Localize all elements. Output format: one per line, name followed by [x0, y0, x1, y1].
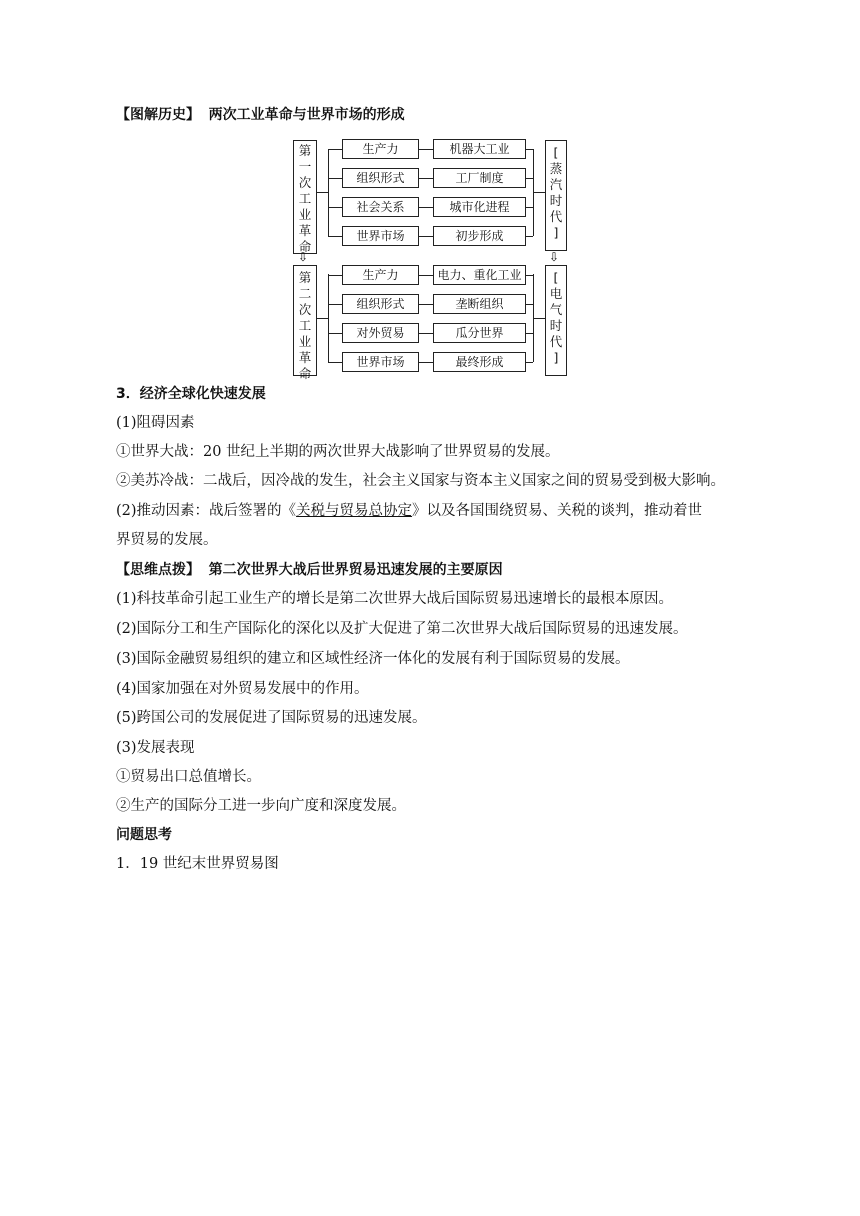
- section-title: 3．经济全球化快速发展: [116, 386, 266, 402]
- reason-item: (2)国际分工和生产国际化的深化以及扩大促进了第二次世界大战后国际贸易的迅速发展。: [116, 621, 688, 637]
- down-arrow-icon: ⇩: [549, 250, 560, 264]
- reason-item: (4)国家加强在对外贸易发展中的作用。: [116, 681, 369, 697]
- vertical-char: 命: [298, 239, 312, 254]
- vertical-char: 二: [298, 286, 312, 301]
- vertical-char: 业: [298, 207, 312, 222]
- thinking-heading-title: 第二次世界大战后世界贸易迅速发展的主要原因: [208, 562, 503, 578]
- connector: [328, 304, 342, 305]
- result-box: 最终形成: [433, 352, 526, 372]
- thinking-heading: [116, 560, 503, 580]
- vertical-char: ]: [553, 350, 559, 365]
- connector: [418, 333, 433, 334]
- aspect-box: 生产力: [342, 265, 419, 285]
- vertical-char: 第: [298, 270, 312, 285]
- result-box: 工厂制度: [433, 168, 526, 188]
- reason-item: (1)科技革命引起工业生产的增长是第二次世界大战后国际贸易迅速增长的最根本原因。: [116, 591, 674, 607]
- aspect-box: 组织形式: [342, 168, 419, 188]
- paragraph: (1)阻碍因素: [116, 415, 195, 431]
- connector: [316, 318, 328, 319]
- electric-era-box: [545, 265, 567, 376]
- aspect-box: 世界市场: [342, 226, 419, 246]
- vertical-char: 代: [549, 334, 563, 349]
- connector: [328, 274, 329, 362]
- vertical-char: 命: [298, 366, 312, 381]
- vertical-char: 电: [549, 286, 563, 301]
- first-revolution-box: [293, 140, 317, 254]
- questions-title: 问题思考: [116, 827, 172, 843]
- aspect-box: 社会关系: [342, 197, 419, 217]
- paragraph: ①贸易出口总值增长。: [116, 769, 261, 785]
- connector: [328, 333, 342, 334]
- aspect-box: 组织形式: [342, 294, 419, 314]
- agreement-name: 关税与贸易总协定: [296, 503, 413, 519]
- diagram-heading-title: 两次工业革命与世界市场的形成: [208, 107, 405, 123]
- connector: [525, 236, 533, 237]
- reason-item: (5)跨国公司的发展促进了国际贸易的迅速发展。: [116, 710, 427, 726]
- connector: [316, 192, 328, 193]
- vertical-char: 业: [298, 334, 312, 349]
- result-box: 瓜分世界: [433, 323, 526, 343]
- vertical-char: [: [553, 270, 559, 285]
- aspect-box: 对外贸易: [342, 323, 419, 343]
- connector: [533, 192, 545, 193]
- connector: [418, 362, 433, 363]
- paragraph: 界贸易的发展。: [116, 532, 218, 548]
- connector: [418, 178, 433, 179]
- connector: [525, 149, 533, 150]
- down-arrow-icon: ⇩: [298, 250, 309, 264]
- connector: [525, 275, 533, 276]
- text-segment: (2)推动因素：战后签署的《: [116, 503, 297, 519]
- paragraph: (3)发展表现: [116, 740, 195, 756]
- vertical-char: 一: [298, 159, 312, 174]
- vertical-char: 工: [298, 191, 312, 206]
- result-box: 垄断组织: [433, 294, 526, 314]
- connector: [418, 207, 433, 208]
- vertical-char: 时: [549, 318, 563, 333]
- aspect-box: 世界市场: [342, 352, 419, 372]
- vertical-char: 次: [298, 302, 312, 317]
- connector: [328, 149, 342, 150]
- paragraph: ②美苏冷战：二战后，因冷战的发生，社会主义国家与资本主义国家之间的贸易受到极大影响。: [116, 473, 725, 489]
- connector: [328, 149, 329, 236]
- vertical-char: 蒸: [549, 161, 563, 176]
- connector: [328, 362, 342, 363]
- vertical-char: [: [553, 145, 559, 160]
- connector: [328, 178, 342, 179]
- connector: [328, 275, 342, 276]
- connector: [525, 304, 533, 305]
- thinking-heading-tag: 【思维点拨】: [116, 562, 200, 578]
- vertical-char: 汽: [549, 177, 563, 192]
- vertical-char: 次: [298, 175, 312, 190]
- vertical-char: 革: [298, 350, 312, 365]
- connector: [525, 362, 533, 363]
- vertical-char: 工: [298, 318, 312, 333]
- result-box: 电力、重化工业: [433, 265, 526, 285]
- result-box: 初步形成: [433, 226, 526, 246]
- paragraph: ①世界大战：20 世纪上半期的两次世界大战影响了世界贸易的发展。: [116, 444, 560, 460]
- diagram-heading: [116, 105, 405, 125]
- vertical-char: ]: [553, 225, 559, 240]
- connector: [533, 318, 545, 319]
- vertical-char: 代: [549, 209, 563, 224]
- paragraph: [116, 501, 702, 521]
- reason-item: (3)国际金融贸易组织的建立和区域性经济一体化的发展有利于国际贸易的发展。: [116, 651, 630, 667]
- vertical-char: 第: [298, 143, 312, 158]
- connector: [525, 333, 533, 334]
- second-revolution-box: [293, 265, 317, 381]
- connector: [525, 178, 533, 179]
- connector: [525, 207, 533, 208]
- vertical-char: 气: [549, 302, 563, 317]
- steam-era-box: [545, 140, 567, 251]
- connector: [418, 236, 433, 237]
- result-box: 机器大工业: [433, 139, 526, 159]
- connector: [418, 275, 433, 276]
- diagram-heading-tag: 【图解历史】: [116, 107, 200, 123]
- connector: [418, 304, 433, 305]
- connector: [328, 236, 342, 237]
- connector: [328, 207, 342, 208]
- paragraph: ②生产的国际分工进一步向广度和深度发展。: [116, 798, 406, 814]
- question-item: 1．19 世纪末世界贸易图: [116, 856, 279, 872]
- aspect-box: 生产力: [342, 139, 419, 159]
- vertical-char: 时: [549, 193, 563, 208]
- vertical-char: 革: [298, 223, 312, 238]
- connector: [418, 149, 433, 150]
- text-segment: 》以及各国围绕贸易、关税的谈判，推动着世: [412, 503, 703, 519]
- result-box: 城市化进程: [433, 197, 526, 217]
